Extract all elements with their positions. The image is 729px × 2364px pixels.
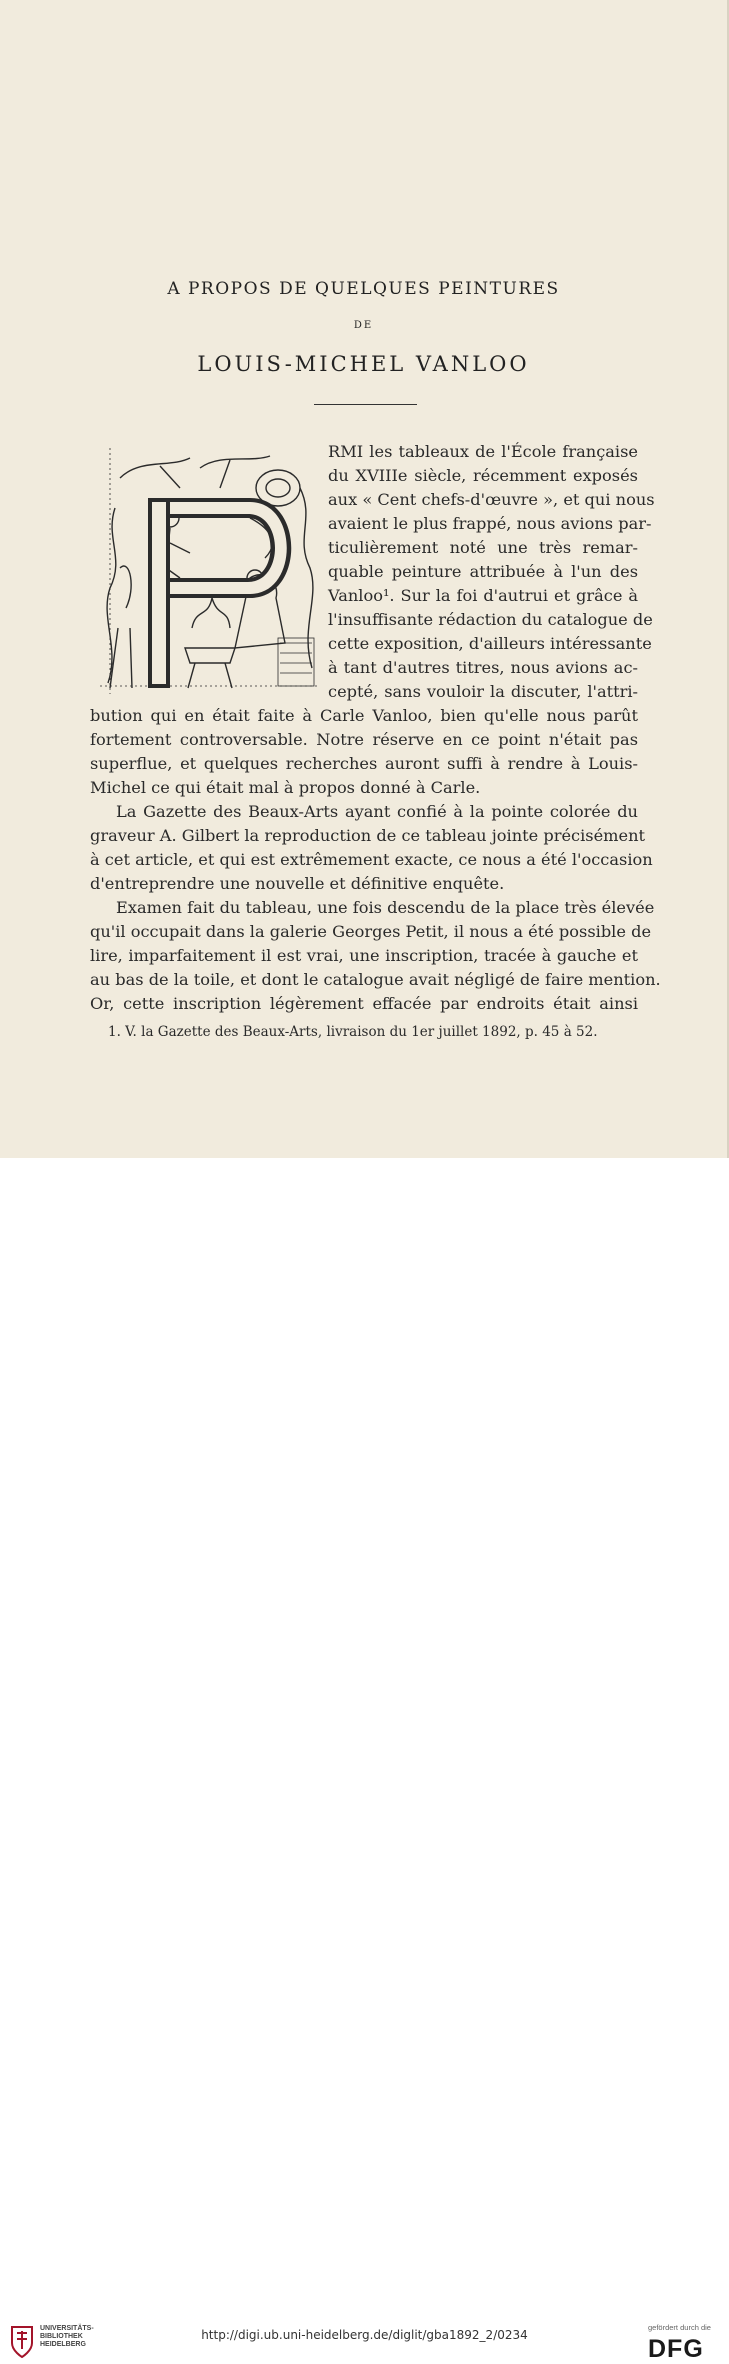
permalink[interactable]: http://digi.ub.uni-heidelberg.de/diglit/gba1892_2/0234 bbox=[201, 2328, 528, 2342]
article-title-name: LOUIS-MICHEL VANLOO bbox=[197, 352, 530, 376]
body-line: fortement controversable. Notre réserve en ce point n'était pas bbox=[90, 730, 638, 749]
body-line: au bas de la toile, et dont le catalogue avait négligé de faire mention. bbox=[90, 970, 661, 989]
body-line: cepté, sans vouloir la discuter, l'attri- bbox=[328, 682, 638, 701]
body-line: ticulièrement noté une très remar- bbox=[328, 538, 638, 557]
body-line: graveur A. Gilbert la reproduction de ce tableau jointe précisément bbox=[90, 826, 646, 845]
scanned-page bbox=[0, 0, 729, 1158]
body-line: Examen fait du tableau, une fois descendu de la place très élevée bbox=[116, 898, 655, 917]
body-line: La Gazette des Beaux-Arts ayant confié à la pointe colorée du bbox=[116, 802, 638, 821]
title-divider bbox=[314, 404, 417, 405]
decorated-initial-illustration bbox=[100, 448, 320, 694]
article-title-connector: DE bbox=[353, 320, 374, 331]
body-line: Or, cette inscription légèrement effacée par endroits était ainsi bbox=[90, 994, 638, 1013]
body-line: RMI les tableaux de l'École française bbox=[328, 442, 638, 461]
viewer-footer bbox=[0, 1158, 729, 2363]
footnote: 1. V. la Gazette des Beaux-Arts, livraison du 1er juillet 1892, p. 45 à 52. bbox=[108, 1024, 598, 1040]
body-line: à tant d'autres titres, nous avions ac- bbox=[328, 658, 638, 677]
institution-line: UNIVERSITÄTS- bbox=[40, 2325, 94, 2332]
body-line: Vanloo¹. Sur la foi d'autrui et grâce à bbox=[328, 586, 638, 605]
body-line: aux « Cent chefs-d'œuvre », et qui nous bbox=[328, 490, 655, 509]
body-line: cette exposition, d'ailleurs intéressante bbox=[328, 634, 652, 653]
body-line: lire, imparfaitement il est vrai, une inscription, tracée à gauche et bbox=[90, 946, 638, 965]
body-line: bution qui en était faite à Carle Vanloo, bien qu'elle nous parût bbox=[90, 706, 638, 725]
body-line: d'entreprendre une nouvelle et définitive enquête. bbox=[90, 874, 505, 893]
body-line: quable peinture attribuée à l'un des bbox=[328, 562, 638, 581]
body-line: à cet article, et qui est extrêmement exacte, ce nous a été l'occasion bbox=[90, 850, 653, 869]
body-line: avaient le plus frappé, nous avions par- bbox=[328, 514, 652, 533]
body-line: l'insuffisante rédaction du catalogue de bbox=[328, 610, 653, 629]
funding-caption: gefördert durch die bbox=[648, 2323, 711, 2332]
body-line: du XVIIIe siècle, récemment exposés bbox=[328, 466, 638, 485]
article-title: A PROPOS DE QUELQUES PEINTURES bbox=[167, 279, 560, 299]
body-line: superflue, et quelques recherches auront suffi à rendre à Louis- bbox=[90, 754, 638, 773]
institution-line: BIBLIOTHEK bbox=[40, 2333, 83, 2340]
dfg-logo: DFG bbox=[648, 2335, 704, 2363]
body-line: qu'il occupait dans la galerie Georges Petit, il nous a été possible de bbox=[90, 922, 652, 941]
body-line: Michel ce qui était mal à propos donné à Carle. bbox=[90, 778, 481, 797]
institution-line: HEIDELBERG bbox=[40, 2341, 86, 2348]
